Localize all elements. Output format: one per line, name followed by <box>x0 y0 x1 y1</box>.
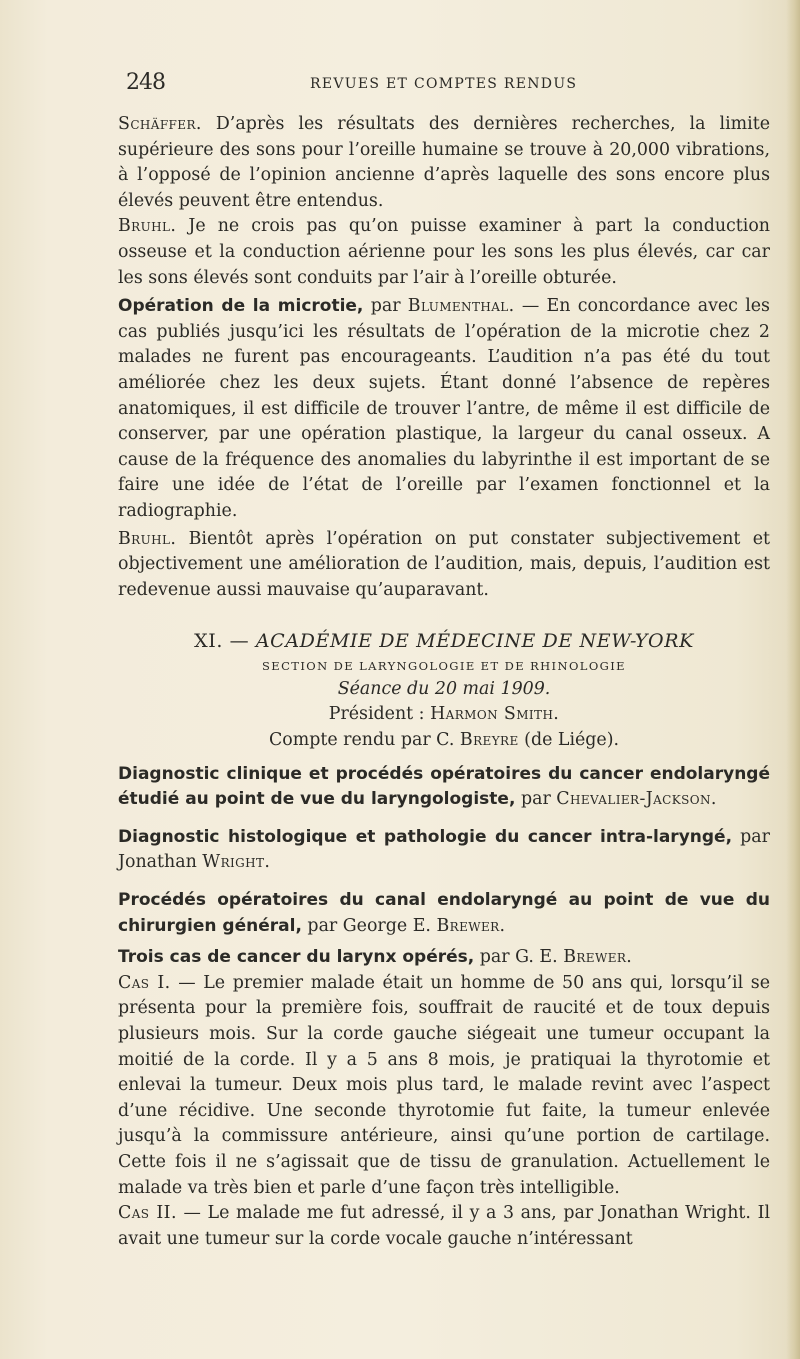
page-header <box>118 70 768 100</box>
paragraph-microtie <box>118 294 770 524</box>
section-title <box>118 629 770 655</box>
page-number: 248 <box>126 70 165 95</box>
by-text: par G. E. <box>474 947 564 968</box>
report-place: (de Liége). <box>518 730 620 751</box>
case-text: — Le premier malade était un homme de 50 ans qui, lorsqu’il se présenta pour la première fois, souffrait de raucité et de toux depuis plusieurs mois. Sur la corde gauche siégeait une tumeur occupant la moitié de la corde. Il y a 5 ans 8 mois, je pratiquai la thyrotomie et enlevai la tumeur. Deux mois plus tard, le malade revint avec l’aspect d’une récidive. Une seconde thyrotomie fut faite, la tumeur enlevée jusqu’à la commissure antérieure, ainsi qu’une portion de cartilage. Cette fois il ne s’agissait que de tissu de granulation. Actuellement le malade va très bien et parle d’une façon très intelligible. <box>118 972 770 1198</box>
paragraph-text: Je ne crois pas qu’on puisse examiner à part la conduction osseuse et la conduction aérienne pour les sons les plus élevés, car car les sons élevés sont conduits par l’air à l’oreille obturée. <box>118 216 770 288</box>
paragraph-text: D’après les résultats des dernières recherches, la limite supérieure des sons pour l’oreille humaine se trouve à 20,000 vibrations, à l’opposé de l’opinion ancienne d’après laquelle des sons encore plus élevés peuvent être entendus. <box>118 114 770 211</box>
article-title: Opération de la microtie, <box>118 296 364 317</box>
case-paragraph <box>118 971 770 1201</box>
talk-item <box>118 888 770 939</box>
speaker-name: Bruhl. <box>118 528 177 549</box>
talk-title: Trois cas de cancer du larynx opérés, <box>118 947 475 968</box>
president-line <box>118 702 770 728</box>
talk-item <box>118 762 770 813</box>
case-label: Cas I. <box>118 972 171 993</box>
author-name: Brewer. <box>563 947 633 968</box>
paragraph-text: — En concordance avec les cas publiés jusqu’ici les résultats de l’opération de la microtie chez 2 malades ne furent pas encourageants. L’audition n’a pas été du tout améliorée chez les deux sujets. Étant donné l’absence de repères anatomiques, il est difficile de trouver l’antre, de même il est difficile de conserver, par une opération plastique, la largeur du canal osseux. A cause de la fréquence des anomalies du labyrinthe il est important de se faire une idée de l’état de l’oreille par l’examen fonctionnel et la radiographie. <box>118 296 770 521</box>
by-text: par George E. <box>301 915 437 936</box>
talk-item <box>118 945 770 971</box>
by-text: par <box>515 789 557 810</box>
page-edge-shadow <box>786 0 800 1359</box>
speaker-name: Schäffer. <box>118 114 202 134</box>
president-name: Harmon Smith. <box>430 704 560 725</box>
speaker-name: Bruhl. <box>118 216 177 237</box>
session-date: Séance du 20 mai 1909. <box>337 678 551 699</box>
case-label: Cas II. <box>118 1203 177 1224</box>
author-name: Wright. <box>202 852 271 873</box>
by-text: par <box>363 296 408 317</box>
author-name: Brewer. <box>436 915 506 936</box>
section-number: XI. — <box>194 630 256 653</box>
talk-title: Diagnostic histologique et pathologie du cancer intra-laryngé, <box>118 826 733 847</box>
talk-title: Procédés opératoires du canal endolaryngé au point de vue du chirurgien général, <box>118 890 770 936</box>
reporter-name: Breyre <box>459 730 519 751</box>
case-text: — Le malade me fut adressé, il y a 3 ans, par Jonathan Wright. Il avait une tumeur sur la corde vocale gauche n’intéressant <box>118 1203 771 1249</box>
paragraph-bruhl <box>118 214 770 291</box>
talk-title: Diagnostic clinique et procédés opératoires du cancer endolaryngé étudié au point de vue du laryngologiste, <box>118 763 770 810</box>
report-label: Compte rendu par C. <box>268 730 460 751</box>
page-body <box>118 112 770 1252</box>
running-title: REVUES ET COMPTES RENDUS <box>310 76 578 92</box>
by-text: par Jonathan <box>118 826 770 873</box>
case-paragraph <box>118 1201 770 1252</box>
president-label: Président : <box>328 704 431 725</box>
report-line <box>118 728 770 754</box>
author-name: Chevalier-Jackson. <box>556 789 717 810</box>
paragraph-bruhl-2 <box>118 527 770 604</box>
section-title-text: ACADÉMIE DE MÉDECINE DE NEW-YORK <box>255 630 694 653</box>
paragraph-text: Bientôt après l’opération on put constater subjectivement et objectivement une amélioration de l’audition, mais, depuis, l’audition est redevenue aussi mauvaise qu’auparavant. <box>118 528 770 600</box>
talk-item <box>118 825 770 876</box>
section-heading <box>118 629 770 753</box>
author-name: Blumenthal. <box>407 296 515 317</box>
section-subtitle: SECTION DE LARYNGOLOGIE ET DE RHINOLOGIE <box>262 658 626 673</box>
paragraph-schaffer <box>118 112 770 214</box>
